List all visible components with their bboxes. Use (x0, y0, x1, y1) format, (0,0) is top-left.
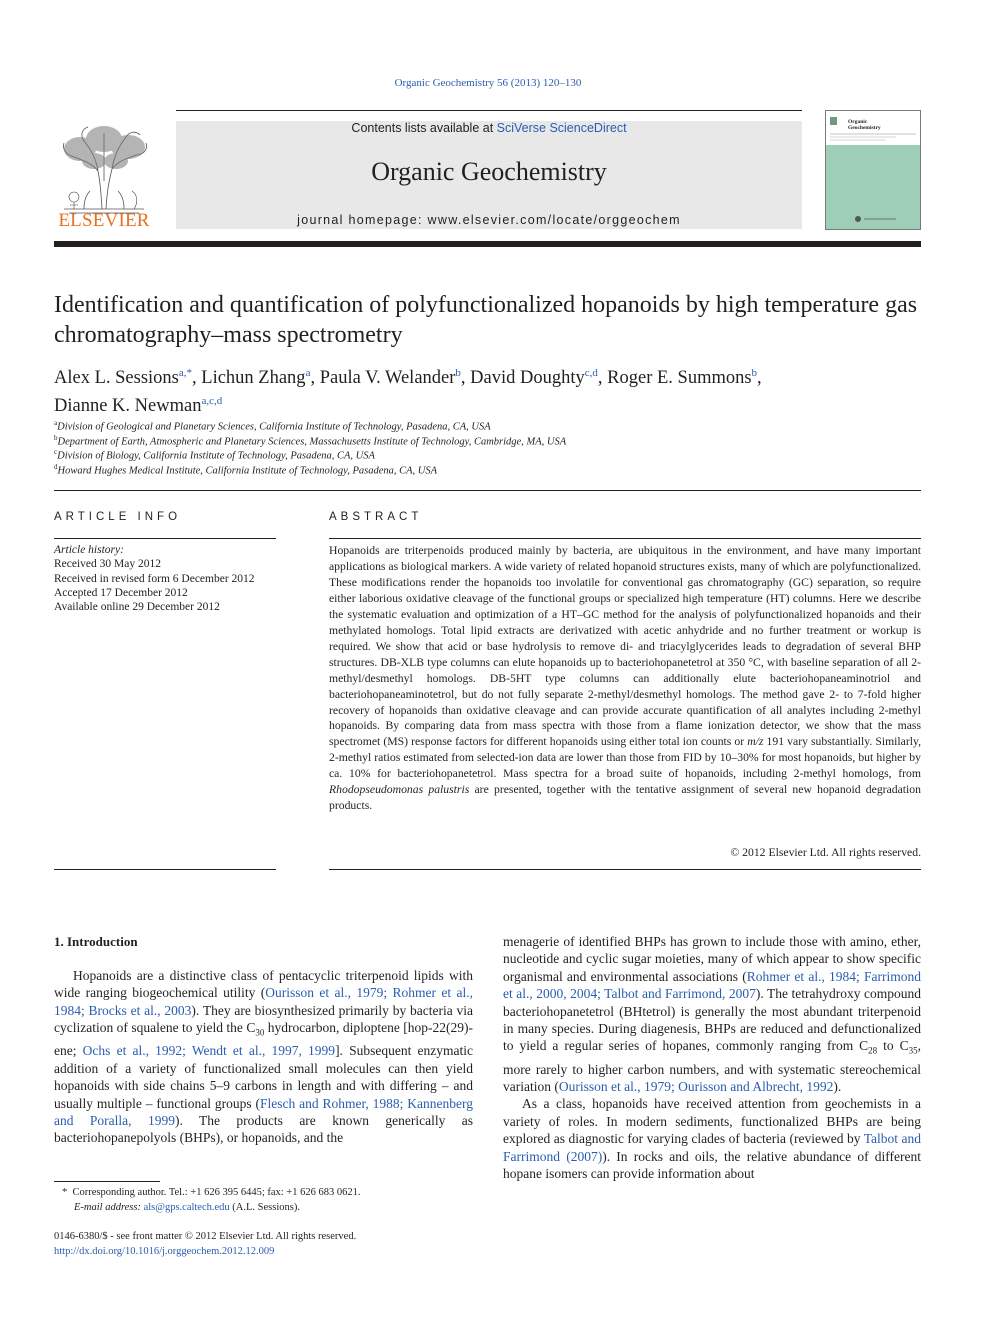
author-list: Alex L. Sessions$^{a,*}$, Lichun Zhang$^a$, Paula V. Welander$^b$, David Doughty$^{c,d}$, Roger E. Summons$^b$, Dianne K. Newman$^{a,c,d}$ (54, 367, 762, 417)
email-link[interactable]: als@gps.caltech.edu (143, 1201, 230, 1213)
corresponding-author-footnote: * Corresponding author. Tel.: +1 626 395 6445; fax: +1 626 683 0621. E-mail address: als@gps.caltech.edu (A.L. Sessions). (62, 1187, 361, 1213)
author[interactable]: David Doughty$^{c,d}$ (470, 367, 598, 389)
abstract-heading: ABSTRACT (329, 511, 423, 523)
issn-line: 0146-6380/$ - see front matter © 2012 Elsevier Ltd. All rights reserved. (54, 1231, 357, 1242)
article-info-bottom-rule (54, 869, 276, 870)
affiliation: $^a$Division of Geological and Planetary Sciences, California Institute of Technology, Pasadena, CA, USA (54, 419, 491, 433)
elsevier-wordmark: ELSEVIER (58, 210, 150, 231)
section-top-rule (54, 490, 921, 491)
citation-link[interactable]: Ourisson et al., 1979; Ourisson and Albrecht, 1992 (558, 1078, 834, 1094)
journal-title: Organic Geochemistry (371, 157, 607, 186)
citation-link[interactable]: Rohmer et al., 1984; Farrimond et al., 2000, 2004; Talbot and Farrimond, 2007 (503, 968, 921, 1002)
article-title: Identification and quantification of polyfunctionalized hopanoids by high temperature gas chromatography–mass spectrometry (54, 292, 918, 348)
journal-reference-link[interactable]: Organic Geochemistry 56 (2013) 120–130 (394, 77, 582, 89)
introduction-heading: 1. Introduction (54, 934, 138, 949)
author[interactable]: Roger E. Summons$^b$ (607, 367, 758, 389)
abstract-copyright: © 2012 Elsevier Ltd. All rights reserved. (730, 846, 921, 859)
cover-details-icon (826, 111, 920, 229)
affiliation: $^b$Department of Earth, Atmospheric and Planetary Sciences, Massachusetts Institute of Technology, Cambridge, MA, USA (54, 433, 567, 447)
history-item: Received 30 May 2012 (54, 558, 161, 571)
contents-line (176, 121, 802, 135)
citation-link[interactable]: Talbot and Farrimond (2007) (503, 1131, 921, 1164)
author[interactable]: Lichun Zhang$^a$ (201, 367, 311, 389)
article-info-heading: ARTICLE INFO (54, 511, 182, 523)
doi-link[interactable]: http://dx.doi.org/10.1016/j.orggeochem.2012.12.009 (54, 1245, 275, 1257)
abstract-body: Hopanoids are triterpenoids produced mainly by bacteria, are ubiquitous in the environment, and have many important applications as biological markers. A wide variety of related hopanoid structures exists, many of which are polyfunctionalized. These modifications render the hopanoids too involatile for conventional gas chromatography (GC) separation, so require either laborious oxidative cleavage of the functional groups or specialized high temperature (HT) columns. Here we describe the systematic evaluation and optimization of a HT–GC method for the analysis of polyfunctionalized hopanoids and their methylated homologs. Total lipid extracts are derivatized with acetic anhydride and no further treatment or workup is required. We show that acid or base hydrolysis to remove di- and triacylglycerides leads to degradation of several BHP structures. DB-XLB type columns can elute hopanoids up to bacteriohopanetetrol at 350 °C, with baseline separation of all 2-methyl/desmethyl homologs. DB-5HT type columns can additionally elute bacteriohopaneaminotriol and bacteriohopaneaminotetrol, but do not fully separate 2-methyl/desmethyl homologs. The method gave 2- to 7-fold higher recovery of hopanoids than oxidative cleavage and can provide accurate quantification of all analytes including 2-methyl hopanoids. By comparing data from mass spectra with those from a flame ionization detector, we show that the mass spectromet (MS) response factors for different hopanoids using either total ion counts or m/z 191 vary substantially. Similarly, 2-methyl ratios estimated from selected-ion data are lower than those from FID by 10–30% for most hopanoids, but higher by ca. 10% for bacteriohopanetetrol. Mass spectra for a broad suite of hopanoids, including 2-methyl homologs, from Rhodopseudomonas palustris are presented, together with the tentative assignment of several new hopanoid degradation products. (329, 544, 921, 813)
affiliation: $^c$Division of Biology, California Institute of Technology, Pasadena, CA, USA (54, 448, 375, 462)
history-item: Available online 29 December 2012 (54, 601, 220, 614)
body-column-left (54, 967, 473, 1147)
abstract-bottom-rule (329, 869, 921, 870)
paragraph: As a class, hopanoids have received attention from geochemists in a variety of roles. In modern sediments, functionalized BHPs are being explored as diagnostic for varying clades of bacteria (reviewed by Talbot and Farrimond (2007)). In rocks and oils, the relative abundance of different hopane isomers can provide information about (503, 1096, 922, 1181)
paragraph: menagerie of identified BHPs has grown to include those with amino, ether, nucleotide and cyclic sugar moieties, many of which appear to show specific organismal and environmental associations (Rohmer et al., 1984; Farrimond et al., 2000, 2004; Talbot and Farrimond, 2007). The tetrahydroxy compound bacteriohopanetetrol (BHtetrol) is generally the most abundant triterpenoid in many species. During diagenesis, BHPs are reduced and defunctionalized to yield a regular series of hopanes, commonly ranging from $C_{28}$ to $C_{35}$, more rarely to higher carbon numbers, and with systematic stereochemical variation (Ourisson et al., 1979; Ourisson and Albrecht, 1992). (503, 934, 921, 1094)
affiliation: $^d$Howard Hughes Medical Institute, California Institute of Technology, Pasadena, CA, USA (54, 462, 438, 476)
cover-title-line2: Geochemistry (848, 125, 881, 131)
author[interactable]: Dianne K. Newman$^{a,c,d}$ (54, 395, 223, 417)
history-label: Article history: (54, 544, 124, 556)
issn-block (54, 1230, 473, 1259)
article-info-rule (54, 538, 276, 539)
paragraph: Hopanoids are a distinctive class of pentacyclic triterpenoid lipids with wide ranging biogeochemical utility (Ourisson et al., 1979; Rohmer et al., 1984; Brocks et al., 2003). They are biosynthesized primarily by bacteria via cyclization of squalene to yield the $C_{30}$ hydrocarbon, diploptene [hop-22(29)-ene; Ochs et al., 1992; Wendt et al., 1997, 1999]. Subsequent enzymatic addition of a variety of functionalized small molecules can then yield hopanoids with side chains 5–9 carbons in length and with differing – and usually multiple – functional groups (Flesch and Rohmer, 1988; Kannenberg and Poralla, 1999). The products are known generically as bacteriohopanepolyols (BHPs), or hopanoids, and the (54, 968, 474, 1146)
body-column-right (503, 933, 921, 1182)
citation-link[interactable]: Ourisson et al., 1979; Rohmer et al., 1984; Brocks et al., 2003 (54, 985, 473, 1018)
history-item: Received in revised form 6 December 2012 (54, 572, 255, 585)
masthead-top-rule (176, 110, 802, 111)
citation-link[interactable]: Ochs et al., 1992; Wendt et al., 1997, 1999 (82, 1043, 336, 1059)
footnote-rule (54, 1181, 160, 1182)
journal-homepage[interactable]: journal homepage: www.elsevier.com/locate/orggeochem (297, 213, 681, 227)
history-item: Accepted 17 December 2012 (54, 586, 188, 599)
citation-link[interactable]: Flesch and Rohmer, 1988; Kannenberg and Poralla, 1999 (54, 1095, 473, 1128)
abstract-rule (329, 538, 921, 539)
header-rule (54, 241, 921, 247)
author[interactable]: Alex L. Sessions$^{a,*}$ (54, 367, 193, 389)
cover-title-line1: Organic (848, 119, 868, 125)
article-history (54, 543, 276, 614)
sciencedirect-link[interactable]: SciVerse ScienceDirect (496, 121, 627, 135)
contents-prefix: Contents lists available at (351, 121, 497, 135)
author[interactable]: Paula V. Welander$^b$ (319, 367, 461, 389)
